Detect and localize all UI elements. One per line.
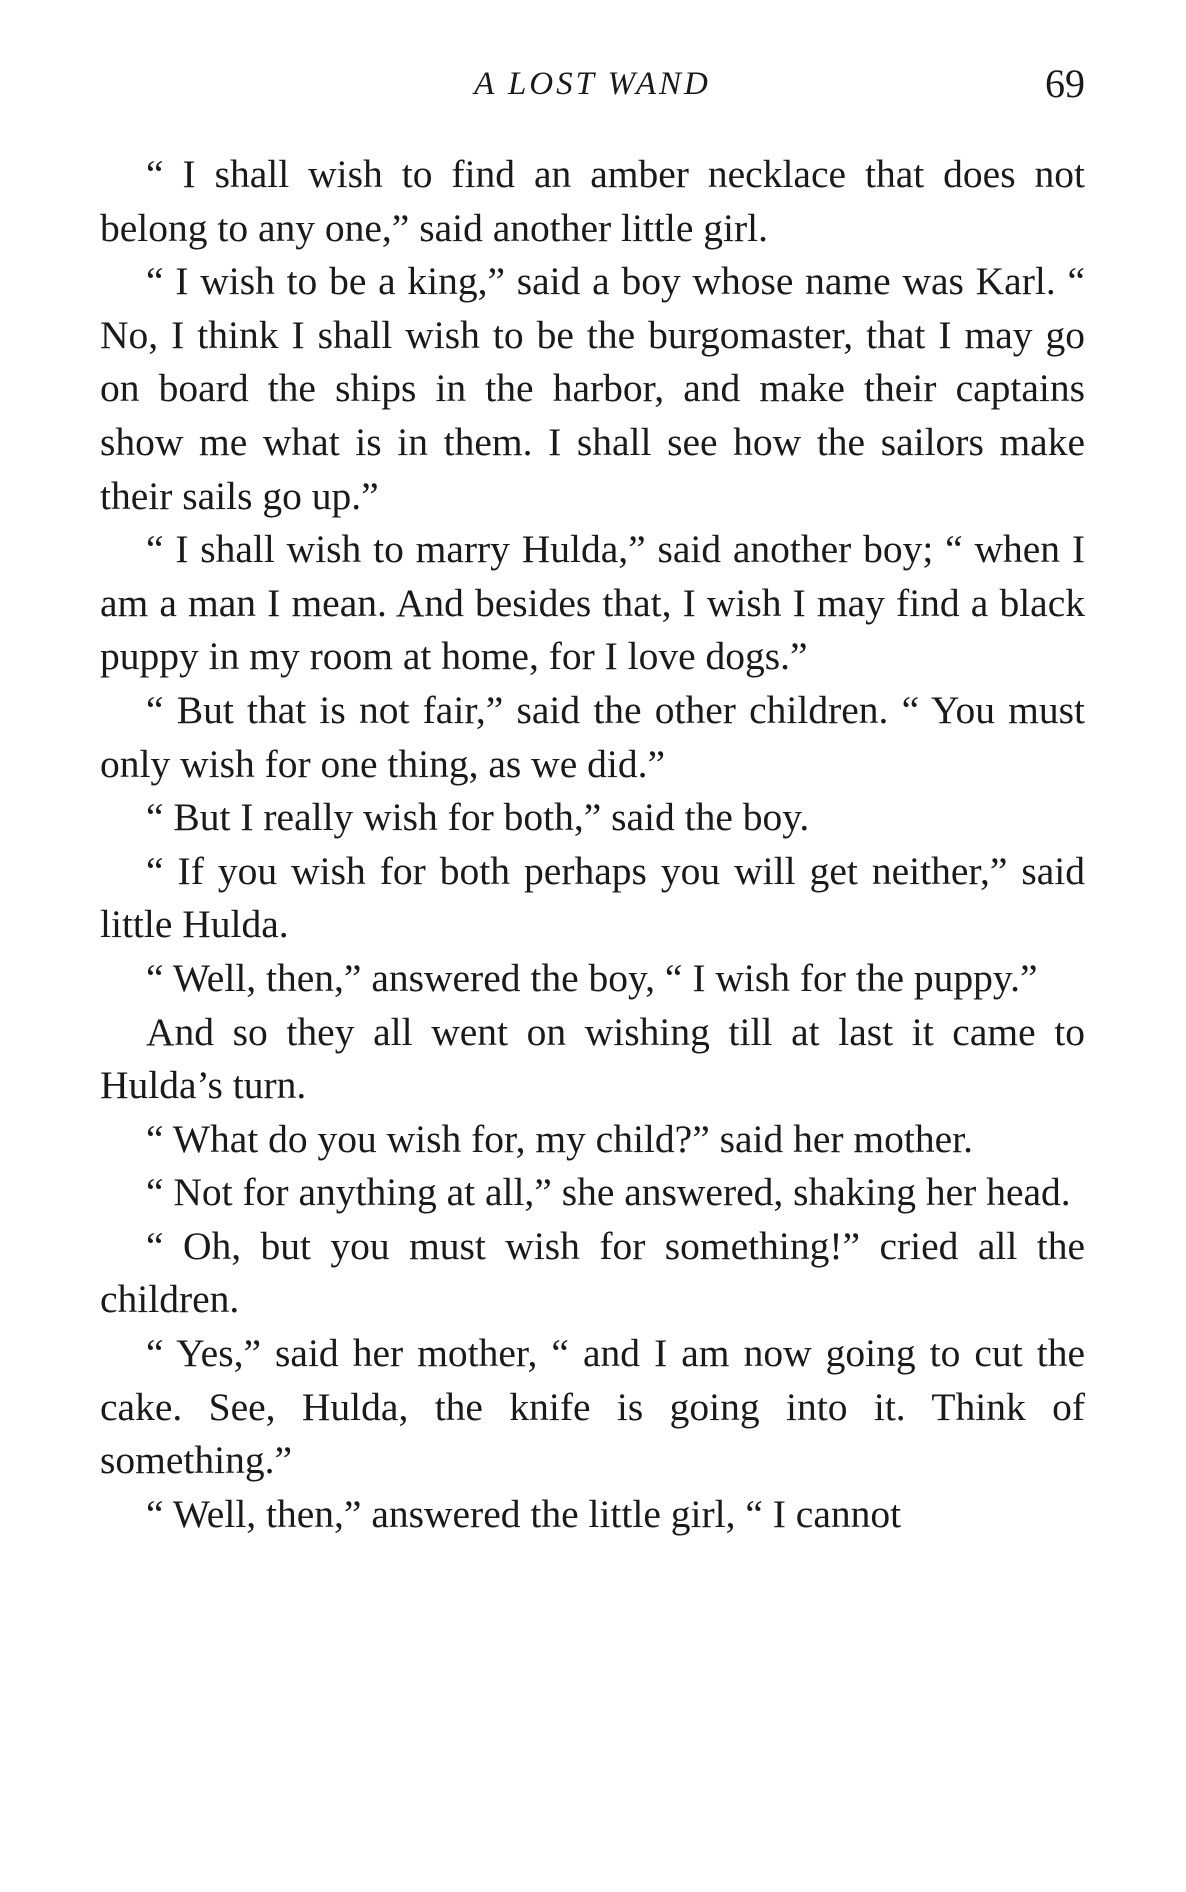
- paragraph-13: “ Well, then,” answered the little girl, “ I cannot: [146, 1491, 902, 1536]
- paragraph-5: “ But I really wish for both,” said the boy.: [146, 795, 810, 840]
- paragraph-10: “ Not for anything at all,” she answered, shaking her head.: [146, 1170, 1071, 1215]
- paragraph-6: “ If you wish for both perhaps you will get neither,” said little Hulda.: [100, 848, 1085, 947]
- running-title: A LOST WAND: [474, 66, 711, 102]
- paragraph-8: And so they all went on wishing till at last it came to Hulda’s turn.: [100, 1009, 1085, 1108]
- body-text: [100, 148, 1085, 1541]
- page-number: 69: [1045, 61, 1085, 106]
- paragraph-7: “ Well, then,” answered the boy, “ I wish for the puppy.”: [146, 955, 1038, 1000]
- paragraph-3: “ I shall wish to marry Hulda,” said another boy; “ when I am a man I mean. And besides that, I wish I may find a black puppy in my room at home, for I love dogs.”: [100, 527, 1085, 679]
- paragraph-11: “ Oh, but you must wish for something!” cried all the children.: [100, 1223, 1085, 1322]
- paragraph-12: “ Yes,” said her mother, “ and I am now going to cut the cake. See, Hulda, the knife is going into it. Think of something.”: [100, 1331, 1085, 1483]
- running-head: [100, 60, 1085, 110]
- paragraph-9: “ What do you wish for, my child?” said her mother.: [146, 1116, 973, 1161]
- paragraph-2: “ I wish to be a king,” said a boy whose name was Karl. “ No, I think I shall wish to be the burgomaster, that I may go on board the ships in the harbor, and make their captains show me what is in them. I shall see how the sailors make their sails go up.”: [100, 259, 1085, 518]
- paragraph-1: “ I shall wish to find an amber necklace that does not belong to any one,” said another little girl.: [100, 152, 1085, 250]
- paragraph-4: “ But that is not fair,” said the other children. “ You must only wish for one thing, as we did.”: [100, 687, 1085, 786]
